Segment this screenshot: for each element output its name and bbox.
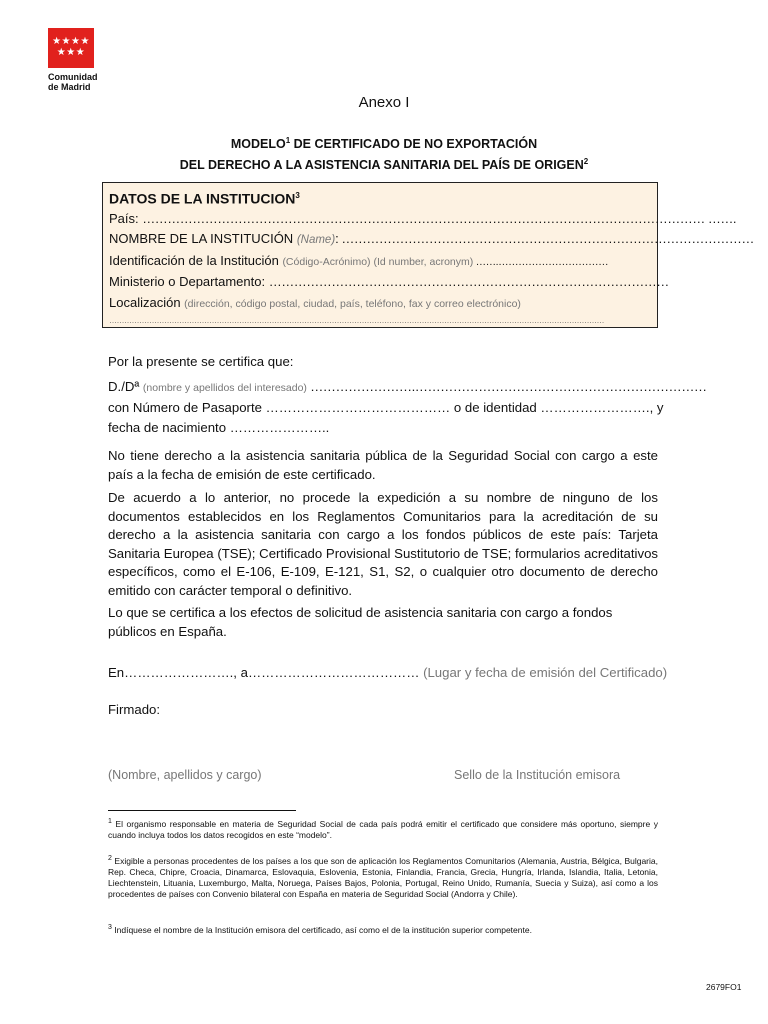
- document-title: [0, 132, 768, 174]
- nombre-cargo-label: (Nombre, apellidos y cargo): [108, 768, 262, 782]
- pasaporte-line: con Número de Pasaporte …………………………………… o de identidad ……………………., y: [108, 400, 664, 415]
- identificacion-field: Identificación de la Institución (Código-Acrónimo) (Id number, acronym) …….……………………………: [109, 252, 609, 268]
- localizacion-field: Localización (dirección, código postal, ciudad, país, teléfono, fax y correo electrónico): [109, 294, 521, 310]
- title-line-2: DEL DERECHO A LA ASISTENCIA SANITARIA DEL PAÍS DE ORIGEN$^2$: [179, 157, 589, 173]
- ministerio-field: Ministerio o Departamento: ……………………………………………………………………………………: [109, 274, 669, 290]
- paragraph-no-derecho: No tiene derecho a la asistencia sanitaria pública de la Seguridad Social con cargo a este país a la fecha de emisión de este certificado.: [108, 448, 658, 482]
- certify-intro: Por la presente se certifica que:: [108, 354, 294, 369]
- interesado-line: D./Dª (nombre y apellidos del interesado) …………………….……………………………………………………………: [108, 379, 707, 394]
- paragraph-acuerdo: De acuerdo a lo anterior, no procede la expedición a su nombre de ninguno de los documentos establecidos en los Reglamentos Comunitarios para la acreditación de su derecho a la asistencia sanitaria con cargo a los fondos públicos de este país: Tarjeta Sanitaria Europea (TSE); Certificado Provisional Sustitutorio de TSE; formularios acreditativos específicos, como el E-106, E-109, E-121, S1, S2, o cualquier otro documento de derecho emitido con carácter temporal o definitivo.: [108, 490, 658, 598]
- firmado-label: Firmado:: [108, 702, 161, 717]
- footnote-ref-1: 1: [285, 136, 291, 145]
- lugar-fecha-line: En……………………., a………………………………… (Lugar y fecha de emisión del Certificado): [108, 665, 668, 680]
- sello-label: Sello de la Institución emisora: [454, 768, 621, 782]
- comunidad-madrid-logo: [48, 28, 94, 68]
- logo-stars-icon: ★★★★ ★★★: [52, 36, 90, 58]
- form-code: 2679FO1: [706, 982, 742, 992]
- localizacion-dots: ………………………………………………………………………………………………………………………………………………………………………………: [109, 316, 604, 326]
- footnote-ref-2: 2: [583, 157, 589, 167]
- footnote-2: $^2$ Exigible a personas procedentes de los países a los que son de aplicación los Reglamentos Comunitarios (Alemania, Austria, Bélgica, Bulgaria, Rep. Checa, Chipre, Croacia, Dinamarca, Eslovaquia, Eslovenia, Estonia, Finlandia, Francia, Grecia, Hungría, Irlanda, Islandia, Italia, Letonia, Liechtenstein, Lituania, Luxemburgo, Malta, Noruega, Países Bajos, Polonia, Portugal, Reino Unido, Rumanía, Suecia y Suiza), así como a los procedentes de países con Convenio bilateral con España en materia de Seguridad Social (Andorra y Chile).: [108, 855, 658, 899]
- logo-text: [48, 72, 98, 92]
- nombre-institucion-field: NOMBRE DE LA INSTITUCIÓN (Name): ………………………………………………………………………………………: [109, 231, 754, 247]
- footnote-ref-3: 3: [295, 191, 300, 200]
- footnote-1: $^1$ El organismo responsable en materia de Seguridad Social de cada país podrá emitir el certificado que considere más oportuno, siempre y cuando incluya todos los datos recogidos en este “modelo”.: [108, 818, 658, 840]
- footnote-divider: [108, 810, 296, 811]
- pais-field: País: ……………………………………………………………………………………………………………………… …….: [109, 210, 736, 226]
- annex-label: Anexo I: [358, 94, 410, 111]
- paragraph-efectos: Lo que se certifica a los efectos de solicitud de asistencia sanitaria con cargo a fondos públicos en España.: [108, 605, 613, 639]
- nacimiento-line: fecha de nacimiento …………………..: [108, 420, 330, 435]
- logo-line-2: de Madrid: [48, 82, 91, 92]
- title-line-1: MODELO$^1$ DE CERTIFICADO DE NO EXPORTACIÓN: [230, 136, 538, 152]
- institution-heading: DATOS DE LA INSTITUCION$^3$: [109, 190, 300, 207]
- footnote-3: $^3$ Indíquese el nombre de la Institución emisora del certificado, así como el de la institución superior competente.: [108, 924, 532, 935]
- institution-data-box: [102, 182, 754, 328]
- logo-line-1: Comunidad: [48, 72, 98, 82]
